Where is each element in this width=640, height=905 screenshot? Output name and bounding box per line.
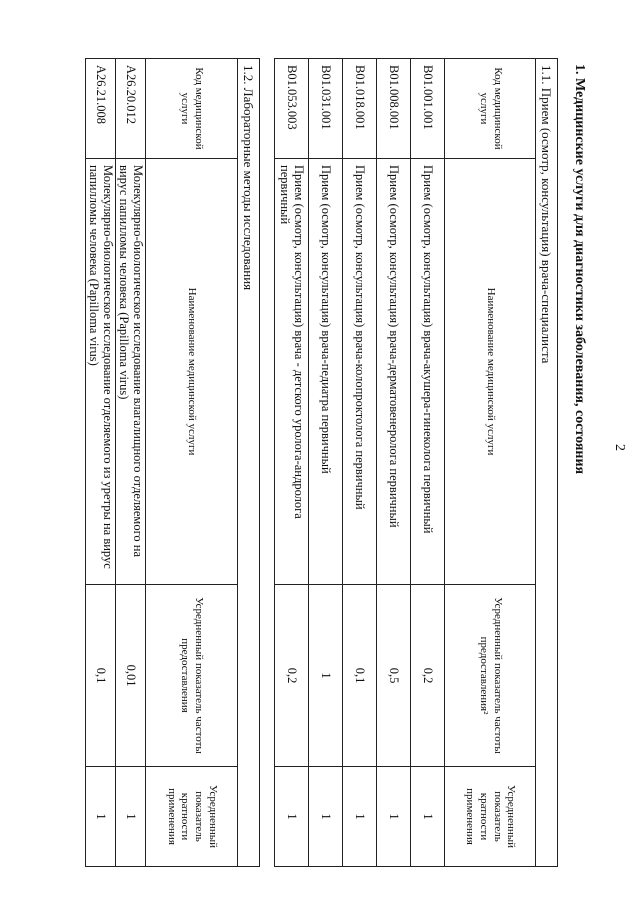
service-name: Прием (осмотр, консультация) врача-акушера-гинеколога первичный [411,159,445,585]
table-row [309,59,343,867]
column-header-code: Код медицинской услуги [445,59,536,159]
column-header-multiplicity: Усредненный показатель кратности применения [445,767,536,867]
table-row [411,59,445,867]
service-name: Прием (осмотр, консультация) врача-педиатра первичный [309,159,343,585]
service-code: B01.053.003 [275,59,309,159]
service-name: Прием (осмотр, консультация) врача-дерматовенеролога первичный [377,159,411,585]
table-caption: 1.1. Прием (осмотр, консультация) врача-специалиста [536,59,558,867]
table-header-row [445,59,536,867]
table-caption: 1.2. Лабораторные методы исследования [238,59,260,867]
column-header-multiplicity: Усредненный показатель кратности применения [146,767,238,867]
section-title: 1. Медицинские услуги для диагностики заболевания, состояния [572,64,587,475]
column-header-name: Наименование медицинской услуги [445,159,536,585]
column-header-code: Код медицинской услуги [146,59,238,159]
service-code: B01.001.001 [411,59,445,159]
frequency-value: 0,1 [343,585,377,767]
table-row [377,59,411,867]
frequency-value: 0,1 [86,585,116,767]
service-code: B01.031.001 [309,59,343,159]
frequency-value: 0,2 [275,585,309,767]
service-name: Прием (осмотр, консультация) врача - детского уролога-андролога первичный [275,159,309,585]
frequency-value: 0,2 [411,585,445,767]
table-lab-methods [85,58,260,866]
table-row [343,59,377,867]
service-name: Молекулярно-биологическое исследование влагалищного отделяемого на вирус папилломы человека (Papilloma virus) [116,159,146,585]
multiplicity-value: 1 [86,767,116,867]
table-header-row [146,59,238,867]
multiplicity-value: 1 [377,767,411,867]
multiplicity-value: 1 [116,767,146,867]
service-code: B01.008.001 [377,59,411,159]
frequency-value: 0,5 [377,585,411,767]
multiplicity-value: 1 [343,767,377,867]
multiplicity-value: 1 [309,767,343,867]
table-row [275,59,309,867]
service-code: A26.21.008 [86,59,116,159]
column-header-frequency: Усредненный показатель частоты предоставления [146,585,238,767]
service-name: Прием (осмотр, консультация) врача-колопроктолога первичный [343,159,377,585]
table-consultations [274,58,558,866]
page-number: 2 [612,444,627,451]
frequency-value: 0,01 [116,585,146,767]
multiplicity-value: 1 [411,767,445,867]
frequency-value: 1 [309,585,343,767]
table-row [86,59,116,867]
column-header-frequency: Усредненный показатель частоты предоставления² [445,585,536,767]
service-name: Молекулярно-биологическое исследование отделяемого из уретры на вирус папилломы человека (Papilloma virus) [86,159,116,585]
service-code: A26.20.012 [116,59,146,159]
multiplicity-value: 1 [275,767,309,867]
table-row [116,59,146,867]
service-code: B01.018.001 [343,59,377,159]
column-header-name: Наименование медицинской услуги [146,159,238,585]
